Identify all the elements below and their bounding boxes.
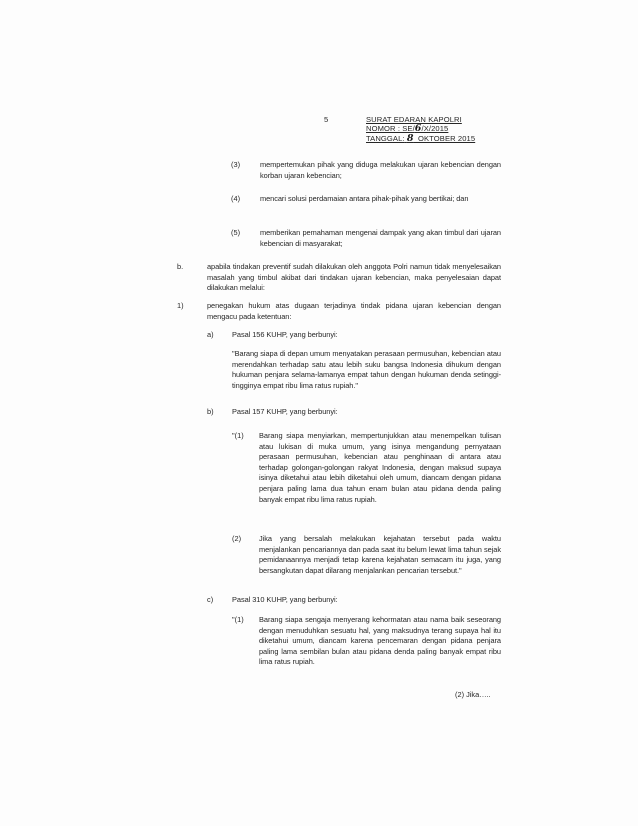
item-marker: c) [207,595,214,604]
item-marker: (5) [231,228,241,237]
circular-date [366,134,475,144]
item-marker: "(1) [232,431,244,440]
quote-pasal-157-2: Jika yang bersalah melakukan kejahatan tersebut pada waktu menjalankan pencariannya dan pada saat itu belum lewat lima tahun sejak pemidanaannya menjadi tetap karena kejahatan semacam itu juga, yang bersangkutan dapat dilarang menjalankan pencarian tersebut." [259,534,501,575]
item-marker: (2) [232,534,242,543]
item-marker: 1) [177,301,184,310]
tanggal-prefix: TANGGAL: [366,134,405,143]
item-marker: b) [207,407,214,416]
nomor-suffix: /X/2015 [421,124,449,133]
nomor-prefix: NOMOR : SE/ [366,124,415,133]
tanggal-handwritten: 8 [406,133,414,144]
item-marker: a) [207,330,214,339]
quote-pasal-310-1: Barang siapa sengaja menyerang kehormatan atau nama baik seseorang dengan menuduhkan sesuatu hal, yang maksudnya terang supaya hal itu diketahui umum, diancam karena pencemaran dengan pidana penjara paling lama sembilan bulan atau pidana denda paling banyak empat ribu lima ratus rupiah. [259,615,501,667]
list-item: Pasal 156 KUHP, yang berbunyi: [232,330,338,339]
item-marker: (3) [231,160,241,169]
circular-title: SURAT EDARAN KAPOLRI [366,115,462,124]
list-item: penegakan hukum atas dugaan terjadinya tindak pidana ujaran kebencian dengan mengacu pada ketentuan: [207,301,501,321]
nomor-handwritten: 6 [414,123,422,134]
list-item: memberikan pemahaman mengenai dampak yang akan timbul dari ujaran kebencian di masyarakat; [260,228,501,248]
item-marker: b. [177,262,184,271]
page-continuation: (2) Jika….. [455,690,491,699]
item-marker: (4) [231,194,241,203]
list-item: mempertemukan pihak yang diduga melakukan ujaran kebencian dengan korban ujaran kebencian; [260,160,501,180]
quote-pasal-157-1: Barang siapa menyiarkan, mempertunjukkan atau menempelkan tulisan atau lukisan di muka umum, yang isinya mengandung pernyataan perasaan permusuhan, kebencian atau penghinaan di antara atau terhadap golongan-golongan rakyat Indonesia, dengan maksud supaya isinya diketahui atau lebih diketahui oleh umum, diancam dengan pidana penjara paling lama dua tahun enam bulan atau pidana denda paling banyak empat ribu lima ratus rupiah. [259,431,501,504]
quote-pasal-156: "Barang siapa di depan umum menyatakan perasaan permusuhan, kebencian atau merendahkan terhadap satu atau lebih suku bangsa Indonesia dihukum dengan hukuman penjara selama-lamanya empat tahun dengan hukuman denda setinggi-tingginya empat ribu lima ratus rupiah." [232,349,501,390]
tanggal-suffix: OKTOBER 2015 [418,134,476,143]
item-marker: "(1) [232,615,244,624]
list-item: Pasal 157 KUHP, yang berbunyi: [232,407,338,416]
list-item: mencari solusi perdamaian antara pihak-pihak yang bertikai; dan [260,194,469,203]
page-number: 5 [324,115,329,124]
list-item: apabila tindakan preventif sudah dilakukan oleh anggota Polri namun tidak menyelesaikan masalah yang timbul akibat dari tindakan ujaran kebencian, maka penyelesaian dapat dilakukan melalui: [207,262,501,293]
list-item: Pasal 310 KUHP, yang berbunyi: [232,595,338,604]
